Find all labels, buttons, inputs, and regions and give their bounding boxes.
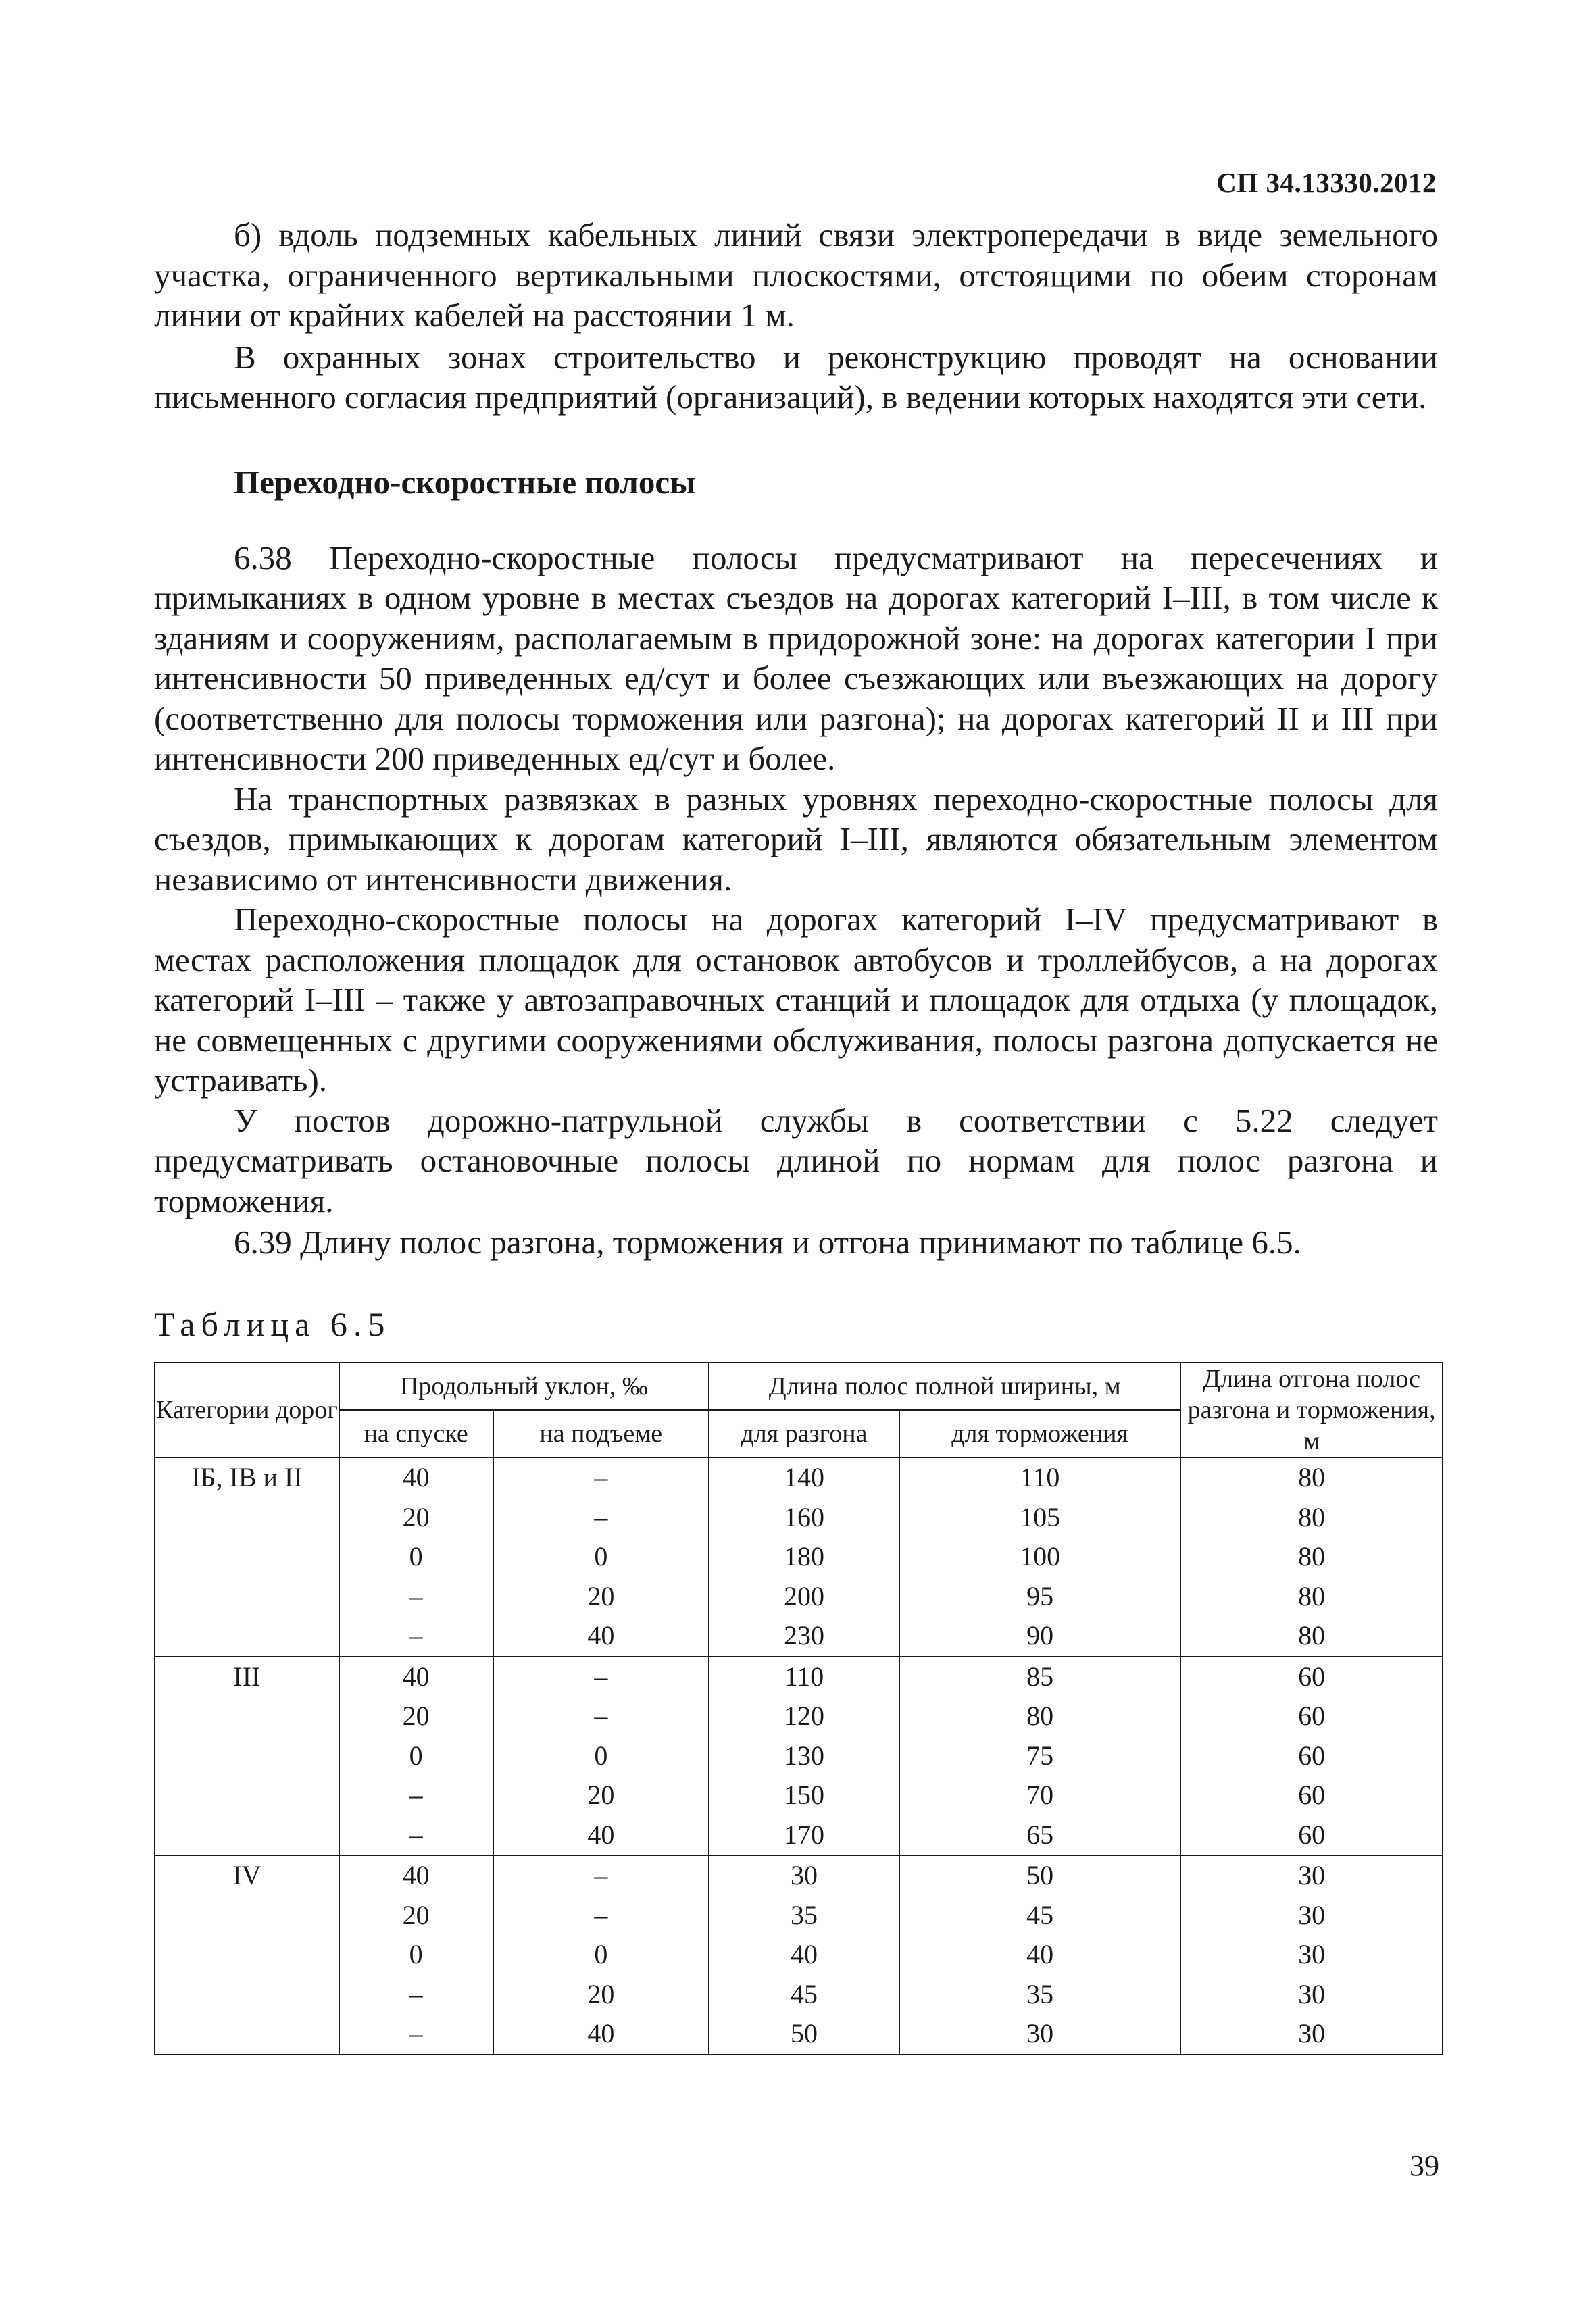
cell-category xyxy=(155,1975,339,2015)
table-row xyxy=(155,1657,1443,1697)
cell-slope-up: 40 xyxy=(493,1616,709,1657)
paragraph: В охранных зонах строительство и реконструкцию проводят на основании письменного согласия предприятий (организаций), в ведении которых находятся эти сети. xyxy=(154,338,1438,416)
table-row xyxy=(155,1457,1443,1498)
cell-acceleration: 120 xyxy=(709,1696,899,1736)
cell-slope-down: 0 xyxy=(339,1935,493,1975)
cell-braking: 90 xyxy=(899,1616,1181,1657)
header-braking: для торможения xyxy=(899,1410,1181,1457)
lanes-length-table xyxy=(154,1362,1443,2055)
document-body xyxy=(154,215,1438,2055)
paragraph: Переходно-скоростные полосы на дорогах категорий I–IV предусматривают в местах расположения площадок для остановок автобусов и троллейбусов, а на дорогах категорий I–III – также у автозаправочных станций и площадок для отдыха (у площадок, не совмещенных с другими сооружениями обслуживания, полосы разгона допускается не устраивать). xyxy=(154,901,1438,1099)
header-category: Категории дорог xyxy=(155,1363,339,1457)
header-acceleration: для разгона xyxy=(709,1410,899,1457)
section-heading: Переходно-скоростные полосы xyxy=(234,463,696,501)
cell-transition: 30 xyxy=(1180,2014,1443,2055)
cell-braking: 110 xyxy=(899,1457,1181,1498)
cell-acceleration: 140 xyxy=(709,1457,899,1498)
cell-category xyxy=(155,1776,339,1815)
cell-transition: 30 xyxy=(1180,1855,1443,1896)
cell-transition: 60 xyxy=(1180,1815,1443,1856)
cell-acceleration: 160 xyxy=(709,1498,899,1538)
cell-category xyxy=(155,1935,339,1975)
cell-slope-up: 20 xyxy=(493,1577,709,1617)
cell-slope-down: – xyxy=(339,1577,493,1617)
cell-braking: 45 xyxy=(899,1896,1181,1936)
cell-slope-up: – xyxy=(493,1896,709,1936)
cell-slope-up: 0 xyxy=(493,1736,709,1776)
table-row xyxy=(155,1975,1443,2015)
cell-slope-down: – xyxy=(339,1776,493,1815)
cell-slope-up: 0 xyxy=(493,1537,709,1577)
table-row xyxy=(155,1616,1443,1657)
cell-transition: 80 xyxy=(1180,1616,1443,1657)
cell-category xyxy=(155,1815,339,1856)
table-row xyxy=(155,1935,1443,1975)
header-transition: Длина отгона полос разгона и торможения, м xyxy=(1180,1363,1443,1457)
cell-acceleration: 110 xyxy=(709,1657,899,1697)
cell-slope-down: – xyxy=(339,1616,493,1657)
cell-slope-down: – xyxy=(339,1815,493,1856)
cell-acceleration: 150 xyxy=(709,1776,899,1815)
table-row xyxy=(155,1696,1443,1736)
cell-slope-up: – xyxy=(493,1657,709,1697)
cell-braking: 70 xyxy=(899,1776,1181,1815)
cell-slope-up: 40 xyxy=(493,1815,709,1856)
cell-category xyxy=(155,1696,339,1736)
cell-slope-down: 40 xyxy=(339,1457,493,1498)
cell-acceleration: 50 xyxy=(709,2014,899,2055)
cell-category xyxy=(155,1498,339,1538)
table-row xyxy=(155,2014,1443,2055)
paragraph: б) вдоль подземных кабельных линий связи электропередачи в виде земельного участка, ограниченного вертикальными плоскостями, отстоящими по обеим сторонам линии от крайних кабелей на расстоянии 1 м. xyxy=(154,216,1438,334)
cell-category xyxy=(155,1896,339,1936)
cell-braking: 100 xyxy=(899,1537,1181,1577)
table-row xyxy=(155,1855,1443,1896)
page-number: 39 xyxy=(1410,2149,1439,2182)
cell-slope-up: 0 xyxy=(493,1935,709,1975)
cell-category xyxy=(155,2014,339,2055)
cell-braking: 105 xyxy=(899,1498,1181,1538)
cell-braking: 50 xyxy=(899,1855,1181,1896)
table-row xyxy=(155,1498,1443,1538)
cell-transition: 60 xyxy=(1180,1776,1443,1815)
cell-slope-up: – xyxy=(493,1696,709,1736)
cell-acceleration: 200 xyxy=(709,1577,899,1617)
cell-slope-down: 20 xyxy=(339,1498,493,1538)
cell-category: III xyxy=(155,1657,339,1697)
table-row xyxy=(155,1896,1443,1936)
cell-category: IV xyxy=(155,1855,339,1896)
cell-acceleration: 180 xyxy=(709,1537,899,1577)
header-length-group: Длина полос полной ширины, м xyxy=(709,1363,1180,1410)
cell-transition: 80 xyxy=(1180,1457,1443,1498)
cell-slope-down: 40 xyxy=(339,1855,493,1896)
cell-acceleration: 45 xyxy=(709,1975,899,2015)
cell-slope-up: – xyxy=(493,1855,709,1896)
cell-transition: 60 xyxy=(1180,1736,1443,1776)
cell-braking: 30 xyxy=(899,2014,1181,2055)
cell-transition: 80 xyxy=(1180,1537,1443,1577)
paragraph: 6.38 Переходно-скоростные полосы предусматривают на пересечениях и примыканиях в одном уровне в местах съездов на дорогах категорий I–III, в том числе к зданиям и сооружениям, располагаемым в придорожной зоне: на дорогах категории I при интенсивности 50 приведенных ед/сут и более съезжающих или въезжающих на дорогу (соответственно для полосы торможения или разгона); на дорогах категорий II и III при интенсивности 200 приведенных ед/сут и более. xyxy=(154,538,1438,777)
cell-slope-up: 20 xyxy=(493,1776,709,1815)
cell-slope-down: 40 xyxy=(339,1657,493,1697)
cell-transition: 80 xyxy=(1180,1577,1443,1617)
header-slope-group: Продольный уклон, ‰ xyxy=(339,1363,709,1410)
header-slope-down: на спуске xyxy=(339,1410,493,1457)
cell-braking: 65 xyxy=(899,1815,1181,1856)
header-slope-up: на подъеме xyxy=(493,1410,709,1457)
cell-transition: 60 xyxy=(1180,1696,1443,1736)
paragraph: У постов дорожно-патрульной службы в соответствии с 5.22 следует предусматривать остановочные полосы длиной по нормам для полос разгона и торможения. xyxy=(154,1101,1438,1219)
cell-transition: 30 xyxy=(1180,1896,1443,1936)
cell-slope-down: 0 xyxy=(339,1537,493,1577)
cell-category: IБ, IВ и II xyxy=(155,1457,339,1498)
table-row xyxy=(155,1815,1443,1856)
cell-slope-up: 20 xyxy=(493,1975,709,2015)
cell-transition: 30 xyxy=(1180,1935,1443,1975)
cell-slope-up: – xyxy=(493,1457,709,1498)
cell-slope-down: – xyxy=(339,2014,493,2055)
paragraph: На транспортных развязках в разных уровнях переходно-скоростные полосы для съездов, примыкающих к дорогам категорий I–III, являются обязательным элементом независимо от интенсивности движения. xyxy=(154,780,1438,898)
cell-category xyxy=(155,1537,339,1577)
cell-slope-down: 0 xyxy=(339,1736,493,1776)
table-row xyxy=(155,1776,1443,1815)
paragraph: 6.39 Длину полос разгона, торможения и отгона принимают по таблице 6.5. xyxy=(234,1224,1301,1261)
cell-acceleration: 40 xyxy=(709,1935,899,1975)
table-caption: Таблица 6.5 xyxy=(154,1305,391,1343)
cell-transition: 60 xyxy=(1180,1657,1443,1697)
cell-transition: 30 xyxy=(1180,1975,1443,2015)
cell-acceleration: 130 xyxy=(709,1736,899,1776)
cell-acceleration: 30 xyxy=(709,1855,899,1896)
cell-slope-down: 20 xyxy=(339,1896,493,1936)
table-row xyxy=(155,1537,1443,1577)
document-code: СП 34.13330.2012 xyxy=(1216,167,1437,198)
cell-acceleration: 35 xyxy=(709,1896,899,1936)
cell-braking: 95 xyxy=(899,1577,1181,1617)
cell-category xyxy=(155,1736,339,1776)
cell-braking: 80 xyxy=(899,1696,1181,1736)
cell-acceleration: 170 xyxy=(709,1815,899,1856)
cell-braking: 85 xyxy=(899,1657,1181,1697)
cell-braking: 40 xyxy=(899,1935,1181,1975)
table-body xyxy=(155,1457,1443,2055)
cell-category xyxy=(155,1577,339,1617)
cell-acceleration: 230 xyxy=(709,1616,899,1657)
table-row xyxy=(155,1577,1443,1617)
cell-braking: 75 xyxy=(899,1736,1181,1776)
cell-transition: 80 xyxy=(1180,1498,1443,1538)
cell-slope-up: – xyxy=(493,1498,709,1538)
cell-slope-down: – xyxy=(339,1975,493,2015)
cell-category xyxy=(155,1616,339,1657)
cell-braking: 35 xyxy=(899,1975,1181,2015)
table-row xyxy=(155,1736,1443,1776)
cell-slope-up: 40 xyxy=(493,2014,709,2055)
cell-slope-down: 20 xyxy=(339,1696,493,1736)
